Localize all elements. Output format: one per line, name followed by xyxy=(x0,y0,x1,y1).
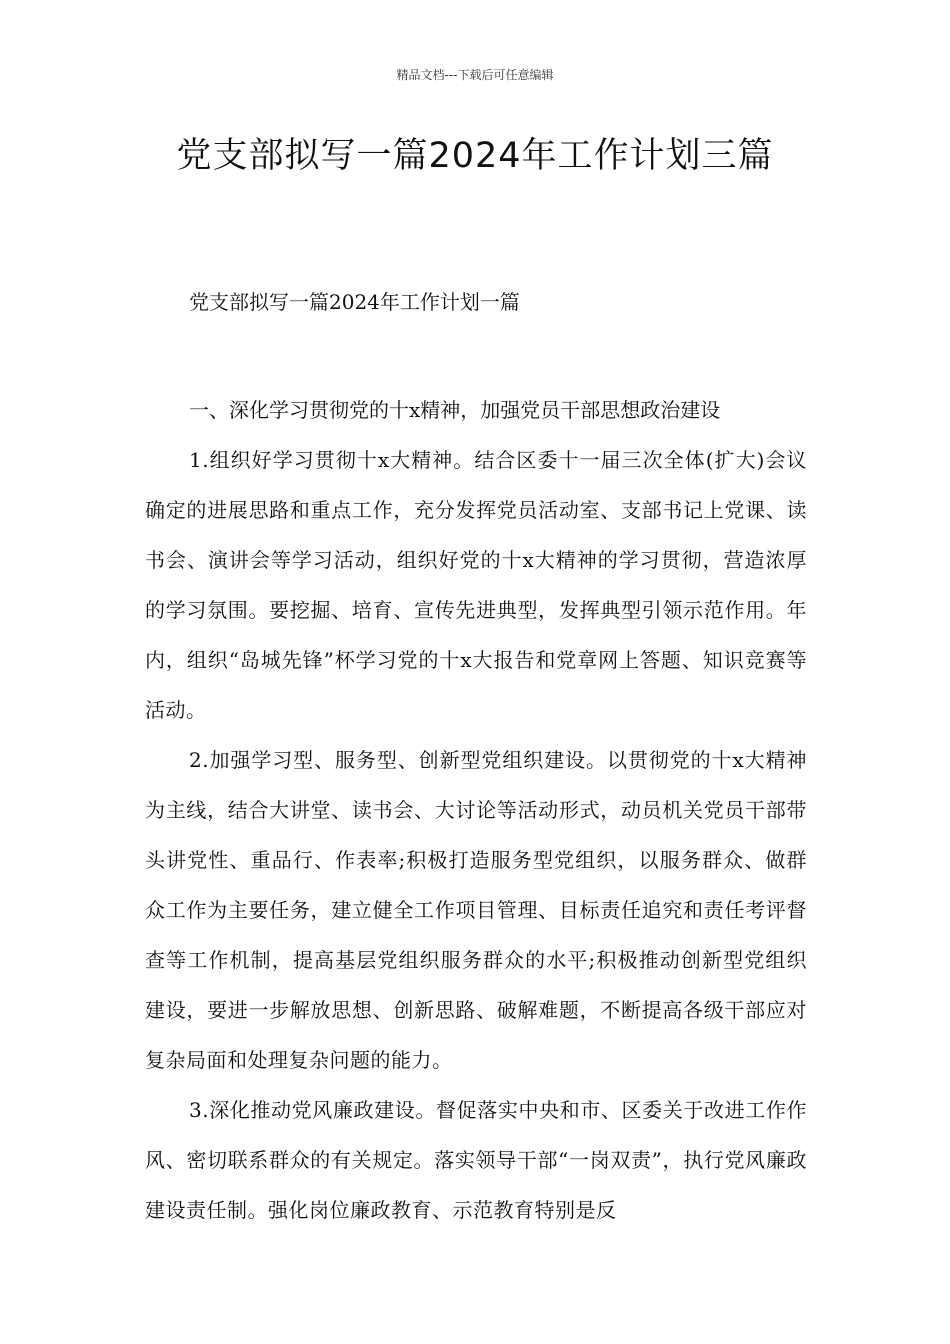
paragraph-2: 2.加强学习型、服务型、创新型党组织建设。以贯彻党的十x大精神为主线，结合大讲堂、读书会、大讨论等活动形式，动员机关党员干部带头讲党性、重品行、作表率;积极打造服务型党组织，以服务群众、做群众工作为主要任务，建立健全工作项目管理、目标责任追究和责任考评督查等工作机制，提高基层党组织服务群众的水平;积极推动创新型党组织建设，要进一步解放思想、创新思路、破解难题，不断提高各级干部应对复杂局面和处理复杂问题的能力。 xyxy=(145,748,807,1072)
document-body xyxy=(145,277,807,1235)
document-title: 党支部拟写一篇2024年工作计划三篇 xyxy=(176,136,774,176)
document-subtitle: 党支部拟写一篇2024年工作计划一篇 xyxy=(189,290,520,314)
paragraph-1: 1.组织好学习贯彻十x大精神。结合区委十一届三次全体(扩大)会议确定的进展思路和重点工作，充分发挥党员活动室、支部书记上党课、读书会、演讲会等学习活动，组织好党的十x大精神的学习贯彻，营造浓厚的学习氛围。要挖掘、培育、宣传先进典型，发挥典型引领示范作用。年内，组织“岛城先锋”杯学习党的十x大报告和党章网上答题、知识竞赛等活动。 xyxy=(145,448,807,722)
paragraph-3: 3.深化推动党风廉政建设。督促落实中央和市、区委关于改进工作作风、密切联系群众的有关规定。落实领导干部“一岗双责”，执行党风廉政建设责任制。强化岗位廉政教育、示范教育特别是反 xyxy=(145,1098,807,1222)
section-heading: 一、深化学习贯彻党的十x精神，加强党员干部思想政治建设 xyxy=(189,398,721,422)
header-note: 精品文档---下载后可任意编辑 xyxy=(396,68,554,82)
